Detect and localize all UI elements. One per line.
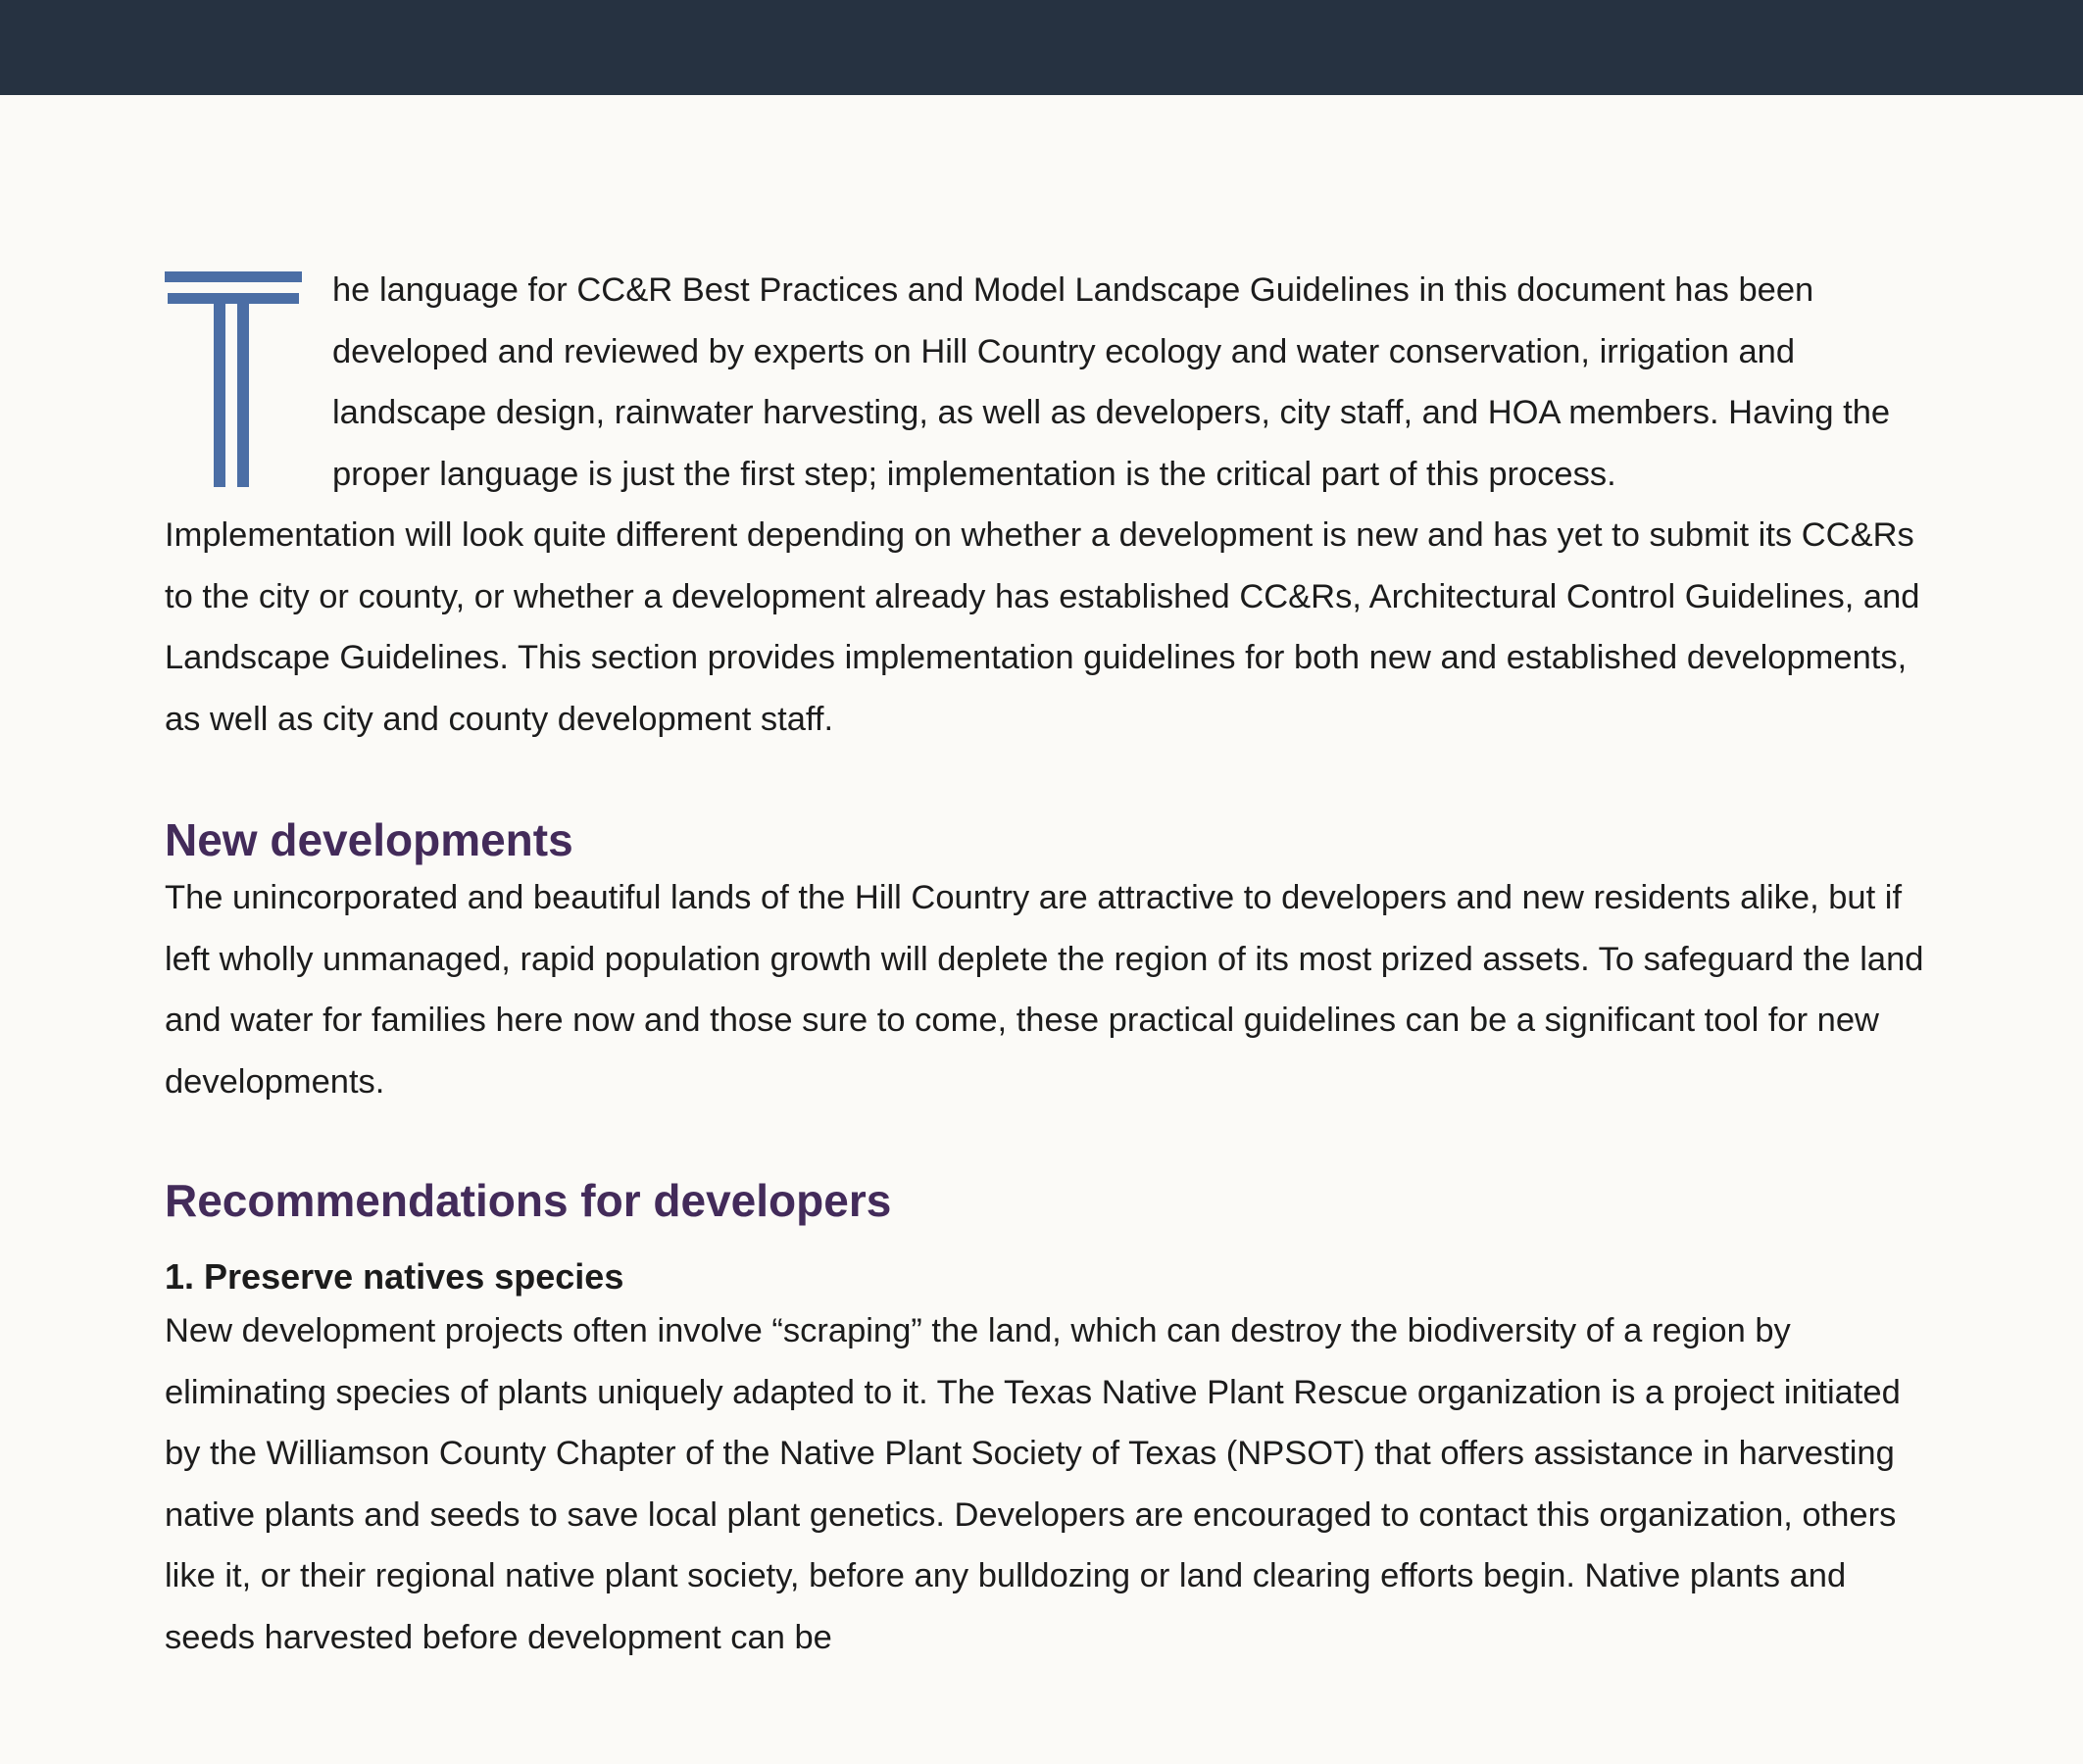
intro-section bbox=[165, 260, 1929, 505]
intro-paragraph: he language for CC&R Best Practices and Model Landscape Guidelines in this document has been developed and reviewed by experts on Hill Country ecology and water conservation, irrigation and landscape design, rainwater harvesting, as well as developers, city staff, and HOA members. Having the proper language is just the first step; implementation is the critical part of this process. bbox=[332, 271, 1891, 493]
document-body bbox=[165, 260, 1929, 1668]
new-developments-heading: New developments bbox=[165, 814, 573, 865]
preserve-species-paragraph: New development projects often involve “scraping” the land, which can destroy the biodiversity of a region by eliminating species of plants uniquely adapted to it. The Texas Native Plant Rescue organization is a project initiated by the Williamson County Chapter of the Native Plant Society of Texas (NPSOT) that offers assistance in harvesting native plants and seeds to save local plant genetics. Developers are encouraged to contact this organization, others like it, or their regional native plant society, before any bulldozing or land clearing efforts begin. Native plants and seeds harvested before development can be bbox=[165, 1312, 1901, 1656]
drop-cap-letter bbox=[165, 271, 302, 487]
implementation-paragraph: Implementation will look quite different depending on whether a development is new and has yet to submit its CC&Rs to the city or county, or whether a development already has established CC&Rs, Architectural Control Guidelines, and Landscape Guidelines. This section provides implementation guidelines for both new and established developments, as well as city and county development staff. bbox=[165, 516, 1920, 738]
new-developments-paragraph: The unincorporated and beautiful lands of the Hill Country are attractive to developers and new residents alike, but if left wholly unmanaged, rapid population growth will deplete the region of its most prized assets. To safeguard the land and water for families here now and those sure to come, these practical guidelines can be a significant tool for new developments. bbox=[165, 879, 1924, 1101]
preserve-species-subheading: 1. Preserve natives species bbox=[165, 1256, 624, 1297]
recommendations-heading: Recommendations for developers bbox=[165, 1175, 892, 1226]
header-bar bbox=[0, 0, 2083, 95]
